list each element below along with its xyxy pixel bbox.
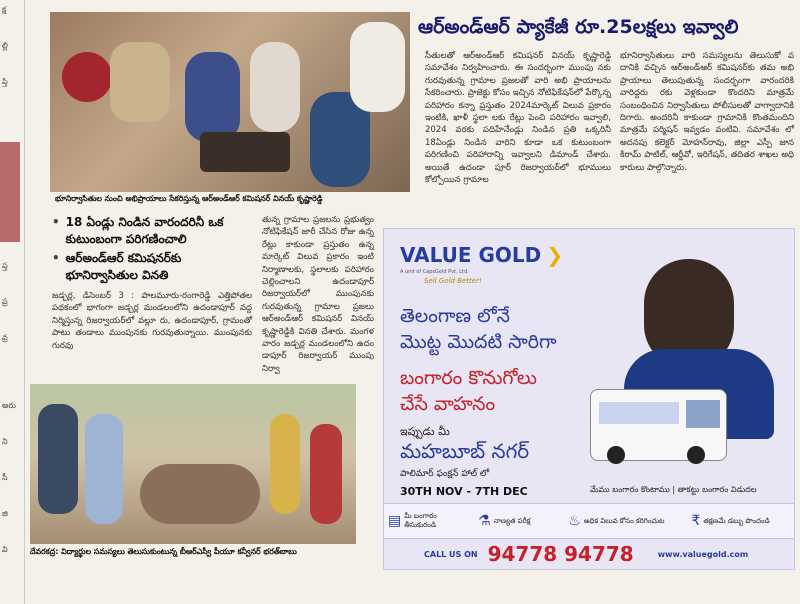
ad-feature-label: మీ బంగారం తీసుకురండి [404,512,437,529]
bullet-text: ఆర్అండ్ఆర్ కమిషనర్‌కు భూనిర్వాసితుల వినతి [65,251,182,282]
meeting-photo-caption: భూనిర్వాసితుల నుంచి అభిప్రాయాలు సేకరిస్తున్న ఆర్‌అండ్‌ఆర్ కమిషనర్ వినయ్ కృష్ణారెడ్డి [55,194,323,203]
edge-text-8: ని [2,437,8,446]
meeting-photo [50,12,410,192]
ad-website[interactable]: www.valuegold.com [657,549,749,559]
ad-logo [400,243,563,267]
edge-text-2: ల్లి [2,41,8,50]
ad-city: మహబూబ్ నగర్ [400,439,530,463]
ad-line-2: మొట్ట మొదటి సారిగా [400,331,557,353]
students-photo-caption: దేవరకద్ర: విద్యార్థుల సమస్యలు తెలుసుకుంటున్న బీఆర్ఎస్వీ పీయూ కన్వీనర్ భరత్‌బాబు [30,547,297,556]
ad-venue: పాలిమార్ ఫంక్షన్ హాల్ లో [400,469,490,479]
article-column-d: తున్న గ్రామాల ప్రజలను ప్రభుత్వం నోటిఫికేషన్ జారీ చేసిన రోజు ఉన్న రేట్లు కాకుండా ప్రస్తుతం ఉన్న మార్కెట్ విలువ ప్రకారం ఇంటి నిర్మాణాలకు, స్థలాలకు పరిహారం చెల్లించాలని ఉదండాపూర్ రిజర్వాయర్‌లో ముంపునకు గురవుతున్న గ్రామాల ప్రజలు ఆర్‌అండ్‌ఆర్ కమిషనర్ వినయ్ కృష్ణారెడ్డికి వినతి చేశారు. మంగళ వారం జడ్చర్ల మండలంలోని ఉదం డాపూర్ రిజర్వాయర్ ముంపు నిర్వా [262,215,374,374]
edge-text-9: సీ [2,473,8,482]
ad-line-1: తెలంగాణ లోనే [400,305,511,327]
test-icon: ⚗ [478,513,491,529]
students-photo [30,384,356,544]
ad-van-image [590,389,727,461]
bullet-dot-icon: • [52,251,60,265]
cash-icon: ₹ [691,513,701,529]
edge-photo [0,142,20,242]
headline: ఆర్‌అండ్‌ఆర్ ప్యాకేజీ రూ.25లక్షలు ఇవ్వాలి [418,16,739,38]
ad-feature [384,504,474,538]
ad-line-3: బంగారం కొనుగోలు [400,367,537,389]
ad-feature-label: అధిక విలువ కోసం కరిగించుట [583,516,665,525]
edge-text-11: వి [2,545,8,554]
ad-dates: 30TH NOV - 7TH DEC [400,485,528,498]
ad-call-label: CALL US ON [424,549,478,559]
ad-phone[interactable]: 94778 94778 [487,542,634,566]
edge-text-7: అరు [2,401,16,410]
ad-line-4: చేసే వాహనం [400,393,496,415]
ad-brand-sub: A unit of CapsGold Pvt. Ltd. [400,269,469,275]
ad-promise: మేము బంగారం కొంటాము | తాకట్టు బంగారం విడుదల [590,485,757,494]
left-edge-column [0,0,25,604]
article-column-c: జడ్చర్ల, డిసెంబర్ 3 : పాలమూరు-రంగారెడ్డి ఎత్తిపోతల పథకంలో భాగంగా జడ్చర్ల మండలంలోని ఉదండాపూర్ వద్ద నిర్మిస్తున్న రిజర్వాయర్‌లో వల్లూ రు, ఉదండాపూర్, గ్రామంతో పాటు తండాలు ముంపునకు గురవుతున్నాయి. ముంపునకు గురవు [52,291,252,351]
ad-feature [474,504,564,538]
ad-tagline: Sell Gold Better! [424,277,482,285]
edge-text-1: క్ష [2,5,7,14]
ad-contact-bar [384,539,794,569]
arrow-icon: ❯ [546,243,564,267]
article-column-b: భూనిర్వాసితులు వారి సమస్యలను తెలుసుకో వ దానికి వచ్చిన ఆర్‌అండ్‌ఆర్ కమిషనర్‌కు తమ అభి ప్రాయాలు తెలుపుతున్న సందర్భంగా వారందరికి వారిద్దరు రకు వెళ్లకుండా కొందరిని మాత్రమే సంబంధించిన నిర్వాసితులు పోలీసులతో వాగ్వాదానికి దిగారు. అందరినీ కాకుండా గ్రామానికి కొంతమందిని మాత్రమే పర్మిషన్ ఇవ్వడం వంటివి. సమావేశం లో అదనపు కలెక్టర్ మోహన్‌రావు, జిల్లా ఎస్పీ జాన కిరామ్ పాటిల్, ఆర్డీవో, ఇరిగేషన్, తదితర శాఖల అధి కారులు పాల్గొన్నారు. [620,51,794,173]
edge-text-4: ప్త [2,261,8,270]
gold-bars-icon: ▤ [388,513,402,529]
ad-feature-label: నాణ్యత పరీక్ష [493,516,531,525]
melt-icon: ♨ [568,513,581,529]
edge-text-3: ప్తి [2,77,8,86]
bullet-list [52,214,252,284]
bullet-dot-icon: • [52,215,60,229]
ad-feature [687,504,794,538]
ad-feature [564,504,687,538]
bullet-text: 18 ఏండ్లు నిండిన వారందరినీ ఒక కుటుంబంగా పరిగణించాలి [65,215,224,246]
edge-text-6: వ్ర [2,333,8,342]
value-gold-ad [383,228,795,570]
bullet-item [52,214,252,248]
bullet-item [52,250,252,284]
ad-feature-strip [384,503,794,539]
edge-text-10: జి [2,509,8,518]
ad-feature-label: తక్షణమే డబ్బు పొందండి [703,516,770,525]
ad-line-5: ఇప్పుడు మీ [400,425,450,438]
article-column-a: సీతులతో ఆర్‌అండ్‌ఆర్ కమిషనర్ వినయ్ కృష్ణారెడ్డి సమావేశం నిర్వహించారు. ఈ సందర్భంగా ముంపు నకు గురవుతున్న గ్రామాల ప్రజలతో వారి అభి ప్రాయాలను సేకరించారు. ప్రాజెక్టు కోసం ఇచ్చిన నోటిఫికేషన్‌లో పేర్కొన్న పరిహారం కన్నా ప్రస్తుతం 2024మార్కెట్ విలువ ప్రకారం ఇంటికి, ఖాళీ స్థలా లకు రేట్లు పెంచి పరిహారం ఇవ్వాలి, 2024 వరకు పదిహేనేండ్లు నిండిన ప్రతి ఒక్కరినీ 18ఏండ్లు నిండిన వారిని కూడా ఒక కుటుంబంగా పరిగణించి పరిహారాన్ని ఇవ్వాలని డిమాండ్ చేశారు. అయితే ఉదండా పూర్ రిజర్వాయర్‌లో భూములు కోల్పోయిన గ్రామాల [425,51,611,186]
edge-text-5: ప్ర [2,297,8,306]
ad-brand: VALUE GOLD [400,243,542,267]
